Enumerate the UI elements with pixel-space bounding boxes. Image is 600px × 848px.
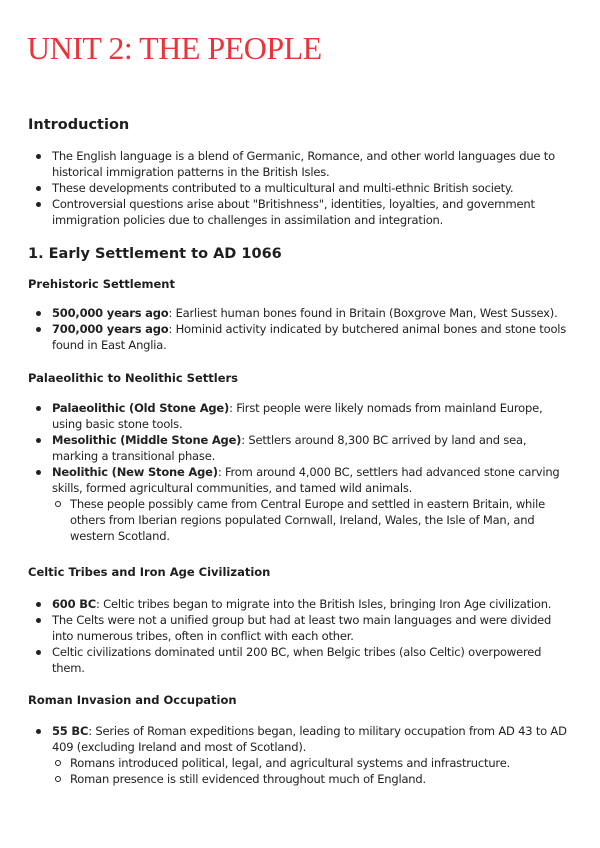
item-term: Palaeolithic (Old Stone Age) bbox=[52, 401, 230, 415]
hollow-bullet-icon bbox=[55, 776, 61, 782]
bullet-icon bbox=[36, 438, 41, 443]
list-item: 500,000 years ago: Earliest human bones found in Britain (Boxgrove Man, West Sussex). bbox=[0, 305, 600, 321]
bullet-icon bbox=[36, 311, 41, 316]
list-item: These developments contributed to a multicultural and multi-ethnic British society. bbox=[0, 180, 600, 196]
section-heading: 1. Early Settlement to AD 1066 bbox=[28, 246, 282, 262]
item-term: 500,000 years ago bbox=[52, 306, 169, 320]
list-item: Controversial questions arise about "Britishness", identities, loyalties, and government immigration policies due to challenges in assimilation and integration. bbox=[0, 196, 600, 228]
list-item: Mesolithic (Middle Stone Age): Settlers around 8,300 BC arrived by land and sea, marking a transitional phase. bbox=[0, 432, 600, 464]
list-item: Palaeolithic (Old Stone Age): First people were likely nomads from mainland Europe, using basic stone tools. bbox=[0, 400, 600, 432]
list-item: 55 BC: Series of Roman expeditions began, leading to military occupation from AD 43 to AD 409 (excluding Ireland and most of Scotland). bbox=[0, 723, 600, 755]
bullet-icon bbox=[36, 154, 41, 159]
bullet-icon bbox=[36, 186, 41, 191]
bullet-icon bbox=[36, 602, 41, 607]
list-item: Neolithic (New Stone Age): From around 4,000 BC, settlers had advanced stone carving skills, formed agricultural communities, and tamed wild animals. bbox=[0, 464, 600, 496]
list-item: Celtic civilizations dominated until 200 BC, when Belgic tribes (also Celtic) overpowered them. bbox=[0, 644, 600, 676]
sub-list-item: Romans introduced political, legal, and agricultural systems and infrastructure. bbox=[0, 755, 600, 771]
bullet-icon bbox=[36, 406, 41, 411]
item-term: 700,000 years ago bbox=[52, 322, 169, 336]
sub-list-item: Roman presence is still evidenced throughout much of England. bbox=[0, 771, 600, 787]
item-term: 600 BC bbox=[52, 597, 97, 611]
subsection-heading-roman: Roman Invasion and Occupation bbox=[28, 693, 237, 707]
item-term: Mesolithic (Middle Stone Age) bbox=[52, 433, 242, 447]
item-term: Neolithic (New Stone Age) bbox=[52, 465, 218, 479]
subsection-heading-celtic: Celtic Tribes and Iron Age Civilization bbox=[28, 565, 271, 579]
bullet-icon bbox=[36, 650, 41, 655]
bullet-icon bbox=[36, 618, 41, 623]
bullet-icon bbox=[36, 470, 41, 475]
subsection-heading-prehistoric: Prehistoric Settlement bbox=[28, 277, 175, 291]
bullet-icon bbox=[36, 729, 41, 734]
list-item: 600 BC: Celtic tribes began to migrate into the British Isles, bringing Iron Age civilization. bbox=[0, 596, 600, 612]
list-item: The English language is a blend of Germanic, Romance, and other world languages due to historical immigration patterns in the British Isles. bbox=[0, 148, 600, 180]
roman-list bbox=[0, 723, 600, 787]
celtic-list bbox=[0, 596, 600, 676]
page-title: UNIT 2: THE PEOPLE bbox=[27, 30, 322, 66]
hollow-bullet-icon bbox=[55, 760, 61, 766]
bullet-icon bbox=[36, 327, 41, 332]
sub-list-item: These people possibly came from Central Europe and settled in eastern Britain, while others from Iberian regions populated Cornwall, Ireland, Wales, the Isle of Man, and western Scotland. bbox=[0, 496, 600, 544]
subsection-heading-palaeolithic: Palaeolithic to Neolithic Settlers bbox=[28, 371, 239, 385]
bullet-icon bbox=[36, 202, 41, 207]
hollow-bullet-icon bbox=[55, 501, 61, 507]
item-term: 55 BC bbox=[52, 724, 89, 738]
introduction-list bbox=[0, 148, 600, 228]
palaeolithic-list bbox=[0, 400, 600, 544]
list-item: 700,000 years ago: Hominid activity indicated by butchered animal bones and stone tools found in East Anglia. bbox=[0, 321, 600, 353]
prehistoric-list bbox=[0, 305, 600, 353]
list-item: The Celts were not a unified group but had at least two main languages and were divided into numerous tribes, often in conflict with each other. bbox=[0, 612, 600, 644]
introduction-heading: Introduction bbox=[28, 117, 130, 133]
